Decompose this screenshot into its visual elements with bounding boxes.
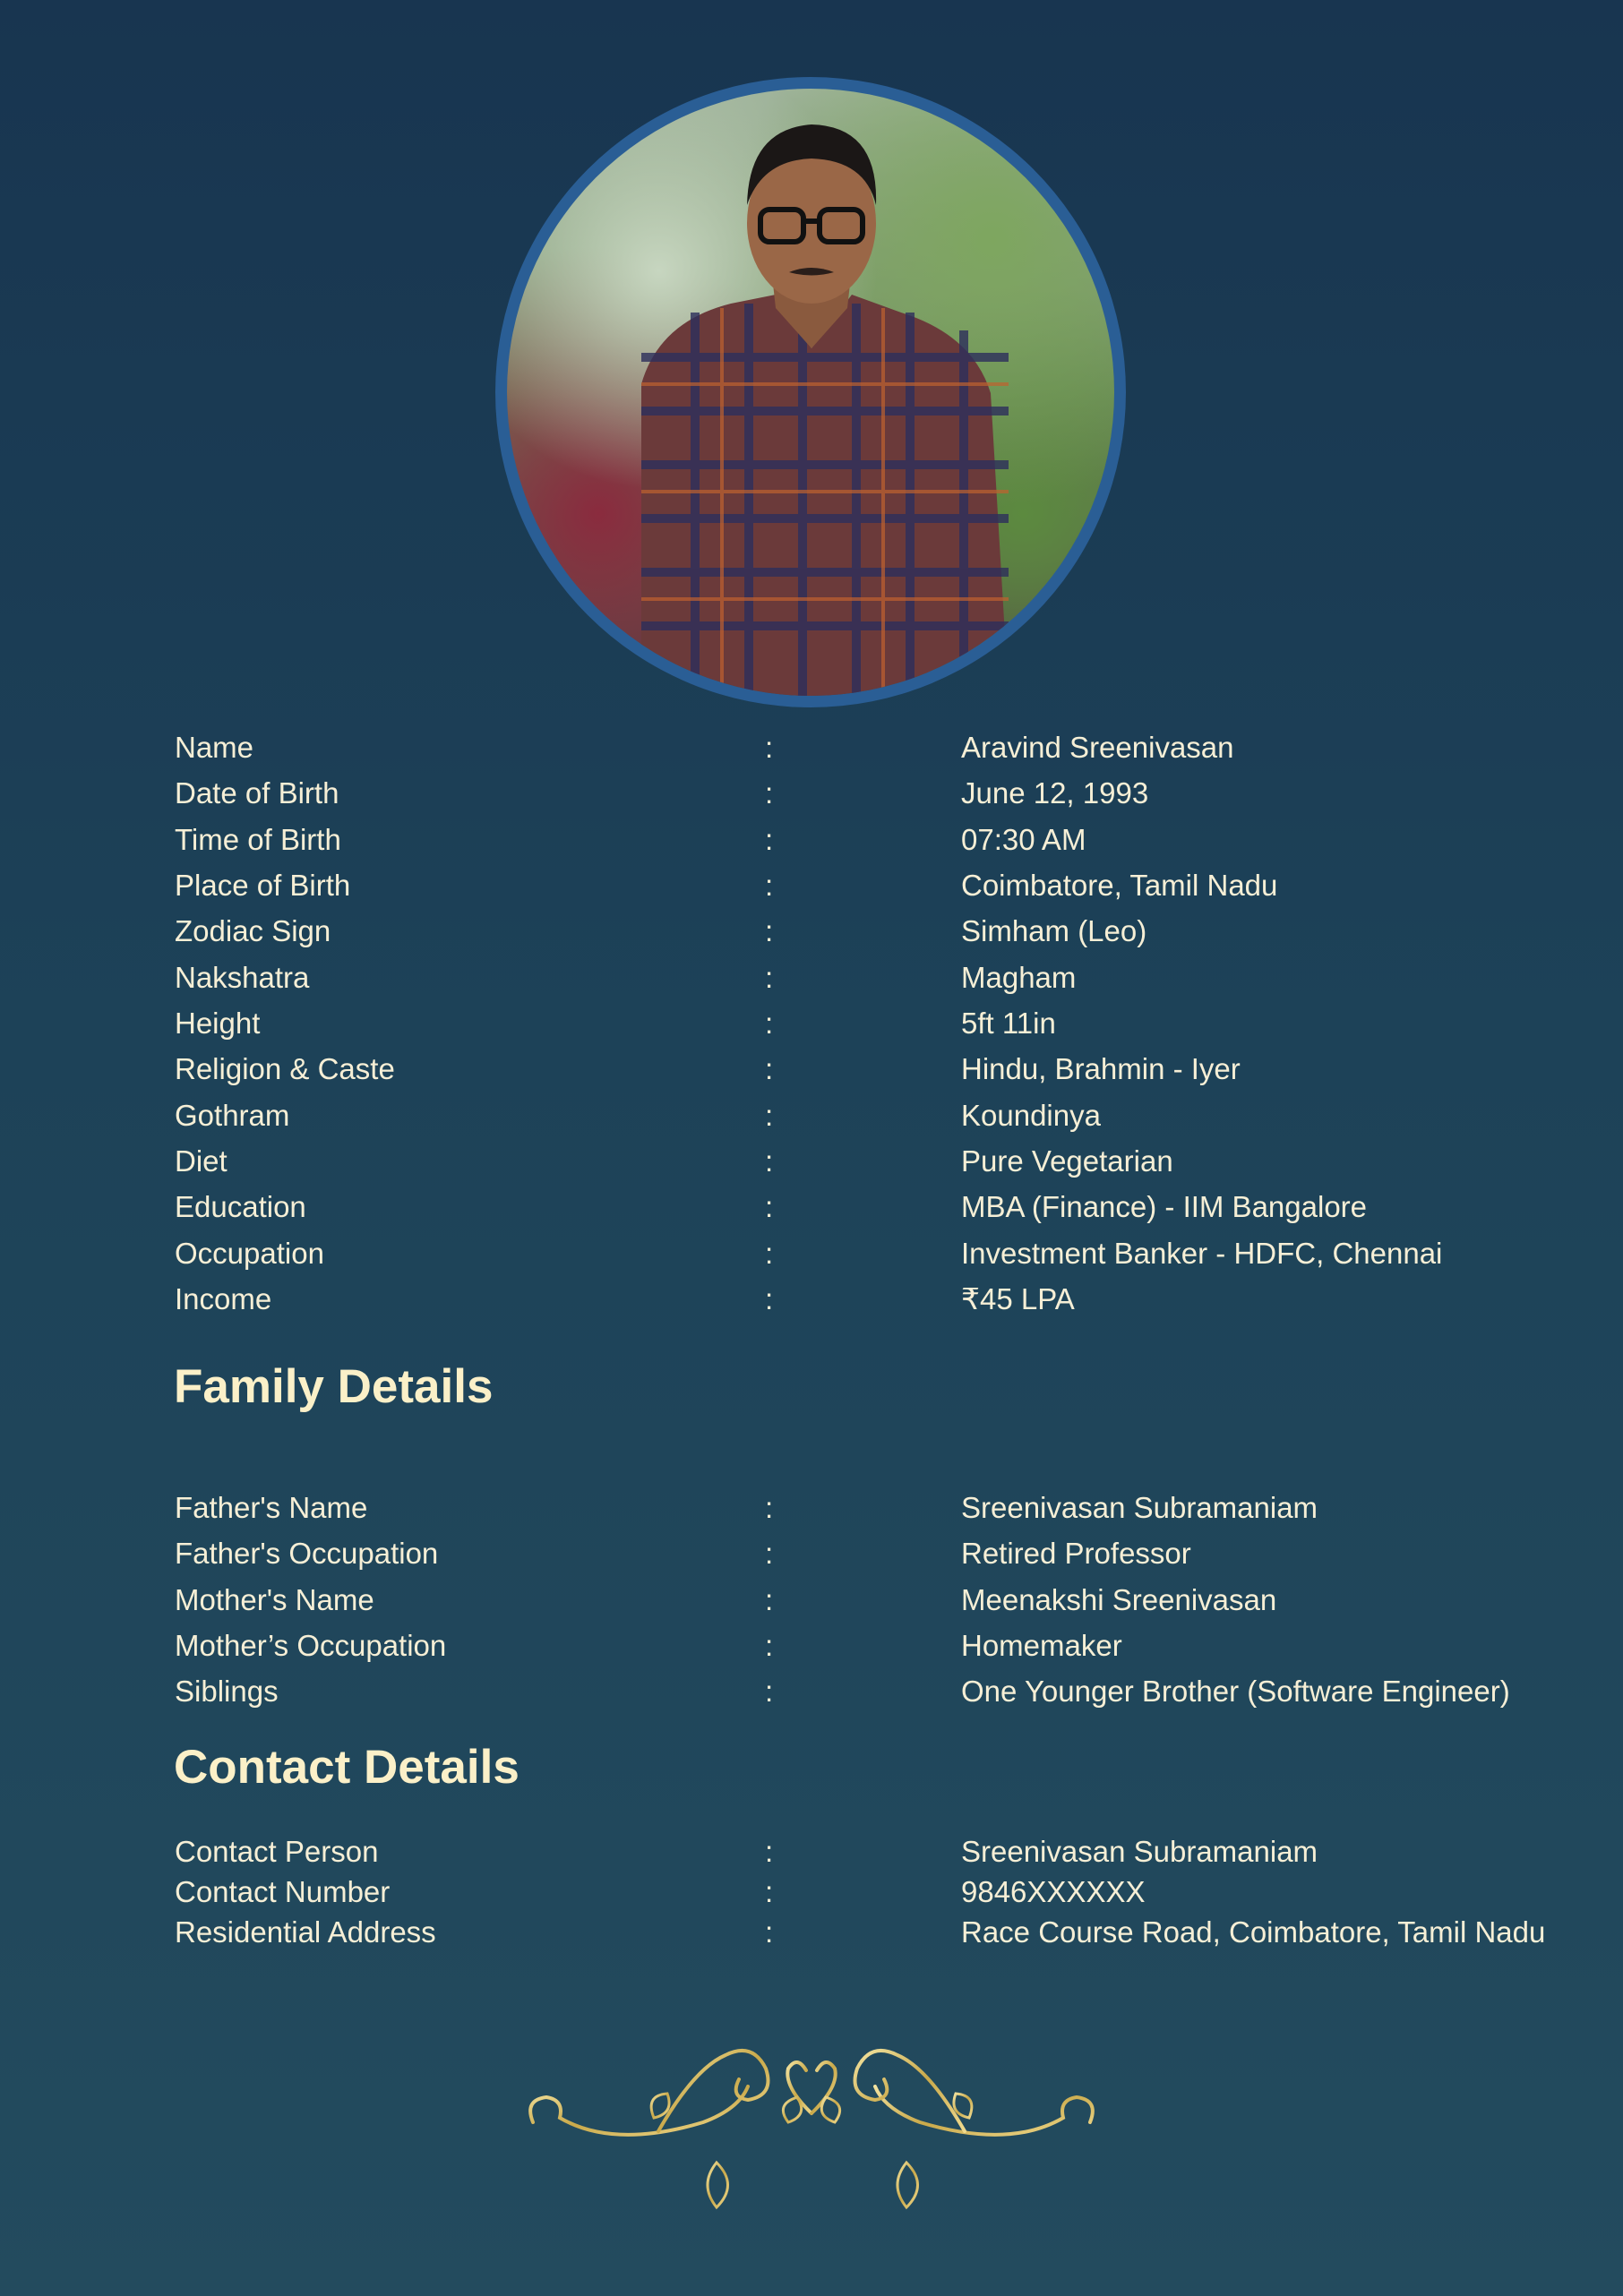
row-separator: : — [765, 1537, 774, 1570]
row-separator: : — [765, 1007, 774, 1040]
row-label: Height — [175, 1007, 261, 1040]
row-value: MBA (Finance) - IIM Bangalore — [961, 1190, 1368, 1223]
detail-row-height — [0, 1001, 1623, 1046]
person-silhouette-icon — [507, 89, 1114, 696]
row-value: Meenakshi Sreenivasan — [961, 1583, 1277, 1616]
row-label: Religion & Caste — [175, 1052, 395, 1085]
profile-photo-frame — [495, 77, 1126, 707]
row-value: June 12, 1993 — [961, 776, 1149, 810]
detail-row-siblings — [0, 1669, 1623, 1714]
row-value: Koundinya — [961, 1099, 1101, 1132]
row-value: Hindu, Brahmin - Iyer — [961, 1052, 1241, 1085]
row-label: Siblings — [175, 1675, 279, 1708]
detail-row-time-of-birth — [0, 818, 1623, 862]
row-separator: : — [765, 1915, 774, 1949]
detail-row-occupation — [0, 1231, 1623, 1276]
row-separator: : — [765, 1190, 774, 1223]
contact-details-heading: Contact Details — [174, 1741, 520, 1794]
row-separator: : — [765, 869, 774, 902]
detail-row-zodiac-sign — [0, 909, 1623, 954]
detail-row-mothers-name — [0, 1578, 1623, 1623]
detail-row-nakshatra — [0, 955, 1623, 1000]
row-separator: : — [765, 1491, 774, 1524]
row-label: Father's Name — [175, 1491, 368, 1524]
row-label: Time of Birth — [175, 823, 341, 856]
detail-row-mothers-occupation — [0, 1623, 1623, 1668]
row-separator: : — [765, 731, 774, 764]
row-label: Place of Birth — [175, 869, 351, 902]
row-label: Father's Occupation — [175, 1537, 439, 1570]
row-separator: : — [765, 1675, 774, 1708]
detail-row-gothram — [0, 1093, 1623, 1138]
detail-row-contact-person — [0, 1829, 1623, 1874]
detail-row-religion-caste — [0, 1047, 1623, 1092]
row-value: Retired Professor — [961, 1537, 1191, 1570]
profile-photo — [507, 89, 1114, 696]
row-label: Residential Address — [175, 1915, 436, 1949]
detail-row-name — [0, 725, 1623, 770]
row-label: Name — [175, 731, 254, 764]
row-value: Magham — [961, 961, 1077, 994]
detail-row-date-of-birth — [0, 771, 1623, 816]
family-details-heading: Family Details — [174, 1360, 494, 1413]
detail-row-residential-address — [0, 1910, 1623, 1955]
detail-row-income — [0, 1277, 1623, 1322]
row-label: Contact Number — [175, 1875, 391, 1908]
detail-row-fathers-name — [0, 1486, 1623, 1530]
row-label: Occupation — [175, 1237, 324, 1270]
row-value: Sreenivasan Subramaniam — [961, 1491, 1318, 1524]
row-value: Investment Banker - HDFC, Chennai — [961, 1237, 1443, 1270]
row-value: Aravind Sreenivasan — [961, 731, 1234, 764]
row-value: Sreenivasan Subramaniam — [961, 1835, 1318, 1868]
row-value: One Younger Brother (Software Engineer) — [961, 1675, 1510, 1708]
row-separator: : — [765, 1835, 774, 1868]
row-separator: : — [765, 1237, 774, 1270]
row-label: Nakshatra — [175, 961, 310, 994]
row-separator: : — [765, 914, 774, 947]
row-label: Mother's Name — [175, 1583, 374, 1616]
row-value: Pure Vegetarian — [961, 1144, 1173, 1178]
detail-row-place-of-birth — [0, 863, 1623, 908]
row-value: Coimbatore, Tamil Nadu — [961, 869, 1278, 902]
row-value: ₹45 LPA — [961, 1282, 1075, 1315]
row-label: Income — [175, 1282, 272, 1315]
row-separator: : — [765, 1099, 774, 1132]
row-separator: : — [765, 1144, 774, 1178]
row-value: 07:30 AM — [961, 823, 1086, 856]
row-label: Mother’s Occupation — [175, 1629, 447, 1662]
detail-row-education — [0, 1185, 1623, 1229]
row-label: Zodiac Sign — [175, 914, 331, 947]
row-label: Gothram — [175, 1099, 290, 1132]
row-separator: : — [765, 1583, 774, 1616]
row-separator: : — [765, 823, 774, 856]
row-separator: : — [765, 1052, 774, 1085]
row-value: 9846XXXXXX — [961, 1875, 1146, 1908]
row-separator: : — [765, 1282, 774, 1315]
row-separator: : — [765, 776, 774, 810]
gold-flourish-divider-icon — [479, 2015, 1144, 2221]
row-separator: : — [765, 1875, 774, 1908]
row-value: Homemaker — [961, 1629, 1122, 1662]
row-separator: : — [765, 961, 774, 994]
row-label: Contact Person — [175, 1835, 379, 1868]
row-value: 5ft 11in — [961, 1007, 1056, 1040]
row-label: Diet — [175, 1144, 228, 1178]
row-separator: : — [765, 1629, 774, 1662]
detail-row-contact-number — [0, 1870, 1623, 1915]
row-value: Simham (Leo) — [961, 914, 1147, 947]
detail-row-diet — [0, 1139, 1623, 1184]
row-label: Date of Birth — [175, 776, 339, 810]
row-value: Race Course Road, Coimbatore, Tamil Nadu — [961, 1915, 1546, 1949]
detail-row-fathers-occupation — [0, 1531, 1623, 1576]
row-label: Education — [175, 1190, 306, 1223]
